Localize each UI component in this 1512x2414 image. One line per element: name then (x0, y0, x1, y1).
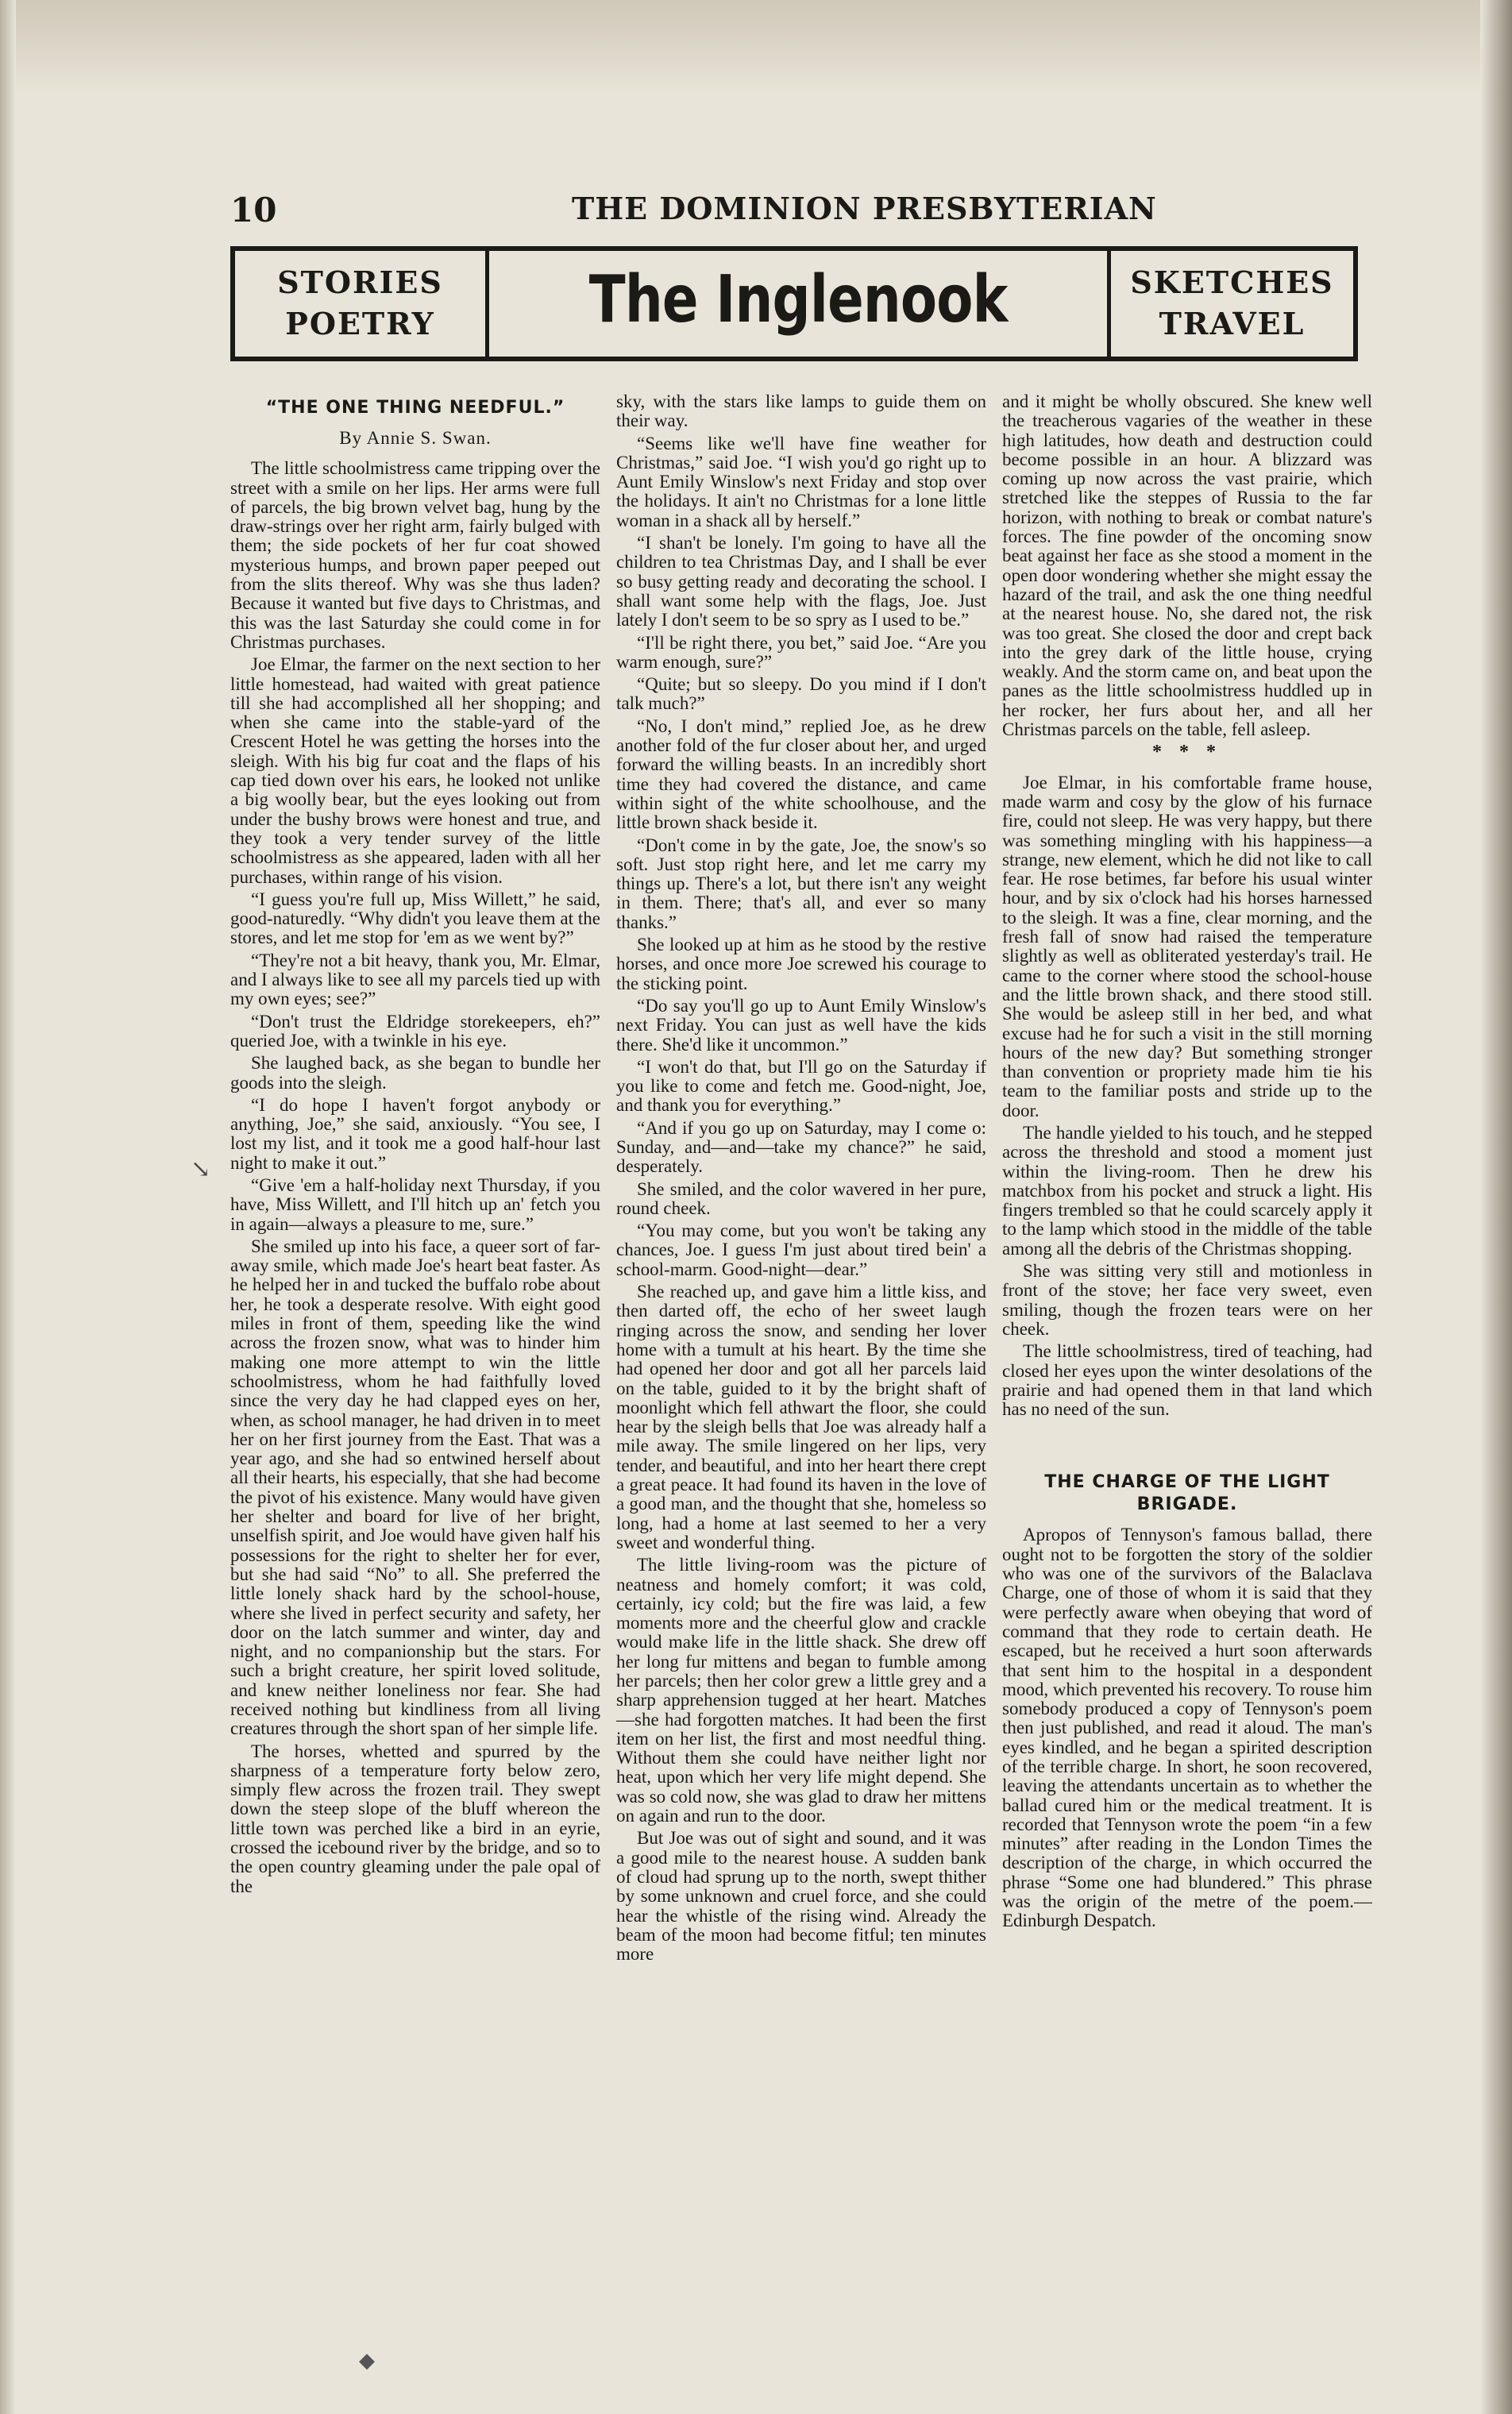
paragraph: sky, with the stars like lamps to guide them on their way. (616, 392, 986, 431)
paragraph: The little schoolmistress came tripping over the street with a smile on her lips. Her arms were full of parcels, the big brown velvet bag, hung by the draw-strings over her right arm, fairly bulged with them; the side pockets of her fur coat showed mysterious humps, and brown paper peeped out from the slits thereof. Why was she thus laden? Because it wanted but five days to Christmas, and this was the last Saturday she could come in for Christmas purchases. (230, 458, 600, 652)
banner-center-box (489, 251, 1107, 357)
story-title: “THE ONE THING NEEDFUL.” (265, 398, 565, 418)
paragraph: “Don't come in by the gate, Joe, the snow's so soft. Just stop right here, and let me carry my things up. There's a lot, but there isn't any weight in them. There; that's all, and ever so many thanks.” (616, 835, 986, 932)
page-edge-right (1480, 0, 1512, 2414)
paragraph: “No, I don't mind,” replied Joe, as he drew another fold of the fur closer about her, and urged forward the willing beasts. In an incredibly short time they had covered the distance, and came within sight of the white schoolhouse, and the little brown shack beside it. (616, 715, 986, 833)
paragraph: “You may come, but you won't be taking any chances, Joe. I guess I'm just about tired bein' a school-marm. Good-night—dear.” (616, 1220, 986, 1279)
paragraph: She looked up at him as he stood by the restive horses, and once more Joe screwed his courage to the sticking point. (616, 935, 986, 993)
paragraph: “I'll be right there, you bet,” said Joe. “Are you warm enough, sure?” (616, 632, 986, 672)
banner-poetry: POETRY (285, 306, 435, 341)
spacer (1002, 1422, 1372, 1467)
section-banner (230, 246, 1358, 361)
paragraph: She laughed back, as she began to bundle her goods into the sleigh. (230, 1053, 600, 1093)
paragraph: Apropos of Tennyson's famous ballad, there ought not to be forgotten the story of the soldier who was one of the survivors of the Balaclava Charge, one of those of whom it is said that they were perfectly aware when obeying that word of command that they rode to certain death. He escaped, but he received a hurt soon afterwards that sent him to the hospital in a despondent mood, which prevented his recovery. To rouse him somebody produced a copy of Tennyson's poem then just published, and read it aloud. The man's eyes kindled, and he began a spirited description of the terrible charge. In short, he soon recovered, leaving the attendants uncertain as to whether the ballad cured him or the medical treatment. It is recorded that Tennyson wrote the poem “in a few minutes” after reading in the London Times the description of the charge, in which occurred the phrase “Some one had blundered.” This phrase was the origin of the metre of the poem.—Edinburgh Despatch. (1002, 1525, 1372, 1931)
paragraph: “I won't do that, but I'll go on the Saturday if you like to come and fetch me. Good-night, Joe, and thank you for everything.” (616, 1056, 986, 1116)
publication-title: THE DOMINION PRESBYTERIAN (572, 191, 1157, 226)
paragraph: But Joe was out of sight and sound, and it was a good mile to the nearest house. A sudden bank of cloud had sprung up to the north, swept thither by some unknown and cruel force, and she could hear the whistle of the rising wind. Already the beam of the moon had become fitful; ten minutes more (616, 1828, 986, 1965)
paragraph: The little schoolmistress, tired of teaching, had closed her eyes upon the winter desolations of the prairie and had opened them in that land which has no need of the sun. (1002, 1341, 1372, 1420)
paragraph: “Do say you'll go up to Aunt Emily Winslow's next Friday. You can just as well have the kids there. She'd like it uncommon.” (616, 995, 986, 1055)
paragraph: “They're not a bit heavy, thank you, Mr. Elmar, and I always like to see all my parcels tied up with my own eyes; see?” (230, 950, 600, 1009)
page-edge-left (0, 0, 16, 2414)
section-title: The Inglenook (588, 262, 1008, 337)
paragraph: She smiled up into his face, a queer sort of far-away smile, which made Joe's heart beat faster. As he helped her in and tucked the buffalo robe about her, he took a desperate resolve. With eight good miles in front of them, speeding like the wind across the frozen snow, what was to hinder him making one more attempt to win the little schoolmistress, whom he had faithfully loved since the very day he had clapped eyes on her, when, as school manager, he had driven in to meet her on her first journey from the East. That was a year ago, and she had so entwined herself about all their hearts, his especially, that she had become the pivot of his existence. Many would have given her shelter and board for live of her bright, unselfish spirit, and Joe would have given half his possessions for the right to shelter her for ever, but she had said “No” to all. She preferred the little lonely shack hard by the school-house, where she lived in perfect security and safety, her door on the latch summer and winter, day and night, and no companionship but the stars. For such a bright creature, her spirit loved solitude, and knew neither loneliness nor fear. She had received nothing but kindliness from all living creatures through the short span of her simple life. (230, 1236, 600, 1739)
paragraph: “I guess you're full up, Miss Willett,” he said, good-naturedly. “Why didn't you leave them at the stores, and let me stop for 'em as we went by?” (230, 889, 600, 948)
paragraph: Joe Elmar, in his comfortable frame house, made warm and cosy by the glow of his furnace fire, could not sleep. He was very happy, but there was something mingling with his happiness—a strange, new element, which he did not like to call fear. He rose betimes, far before his usual winter hour, and by six o'clock had his horses harnessed to the sleigh. It was a fine, clear morning, and the fresh fall of snow had raised the temperature slightly as well as obliterated yesterday's trail. He came to the corner where stood the school-house and the little brown shack, and there stood still. She would be asleep still in her bed, and what excuse had he for such a visit in the still morning hours of the new day? But something stronger than convention or propriety made him tie his team to the familiar posts and stride up to the door. (1002, 772, 1372, 1120)
paragraph: “I shan't be lonely. I'm going to have all the children to tea Christmas Day, and I shall be ever so busy getting ready and decorating the school. I shall want some help with the flags, Joe. Just lately I don't seem to be so spry as I used to be.” (616, 533, 986, 630)
print-smudge-mark: ◆ (359, 2349, 375, 2373)
paragraph: “Give 'em a half-holiday next Thursday, if you have, Miss Willett, and I'll hitch up an' fetch you in again—always a pleasure to me, sure.” (230, 1174, 600, 1234)
paragraph: “Quite; but so sleepy. Do you mind if I don't talk much?” (616, 674, 986, 714)
running-header (230, 191, 1374, 238)
paragraph: “And if you go up on Saturday, may I come o: Sunday, and—and—take my chance?” he said, desperately. (616, 1117, 986, 1177)
paragraph: The horses, whetted and spurred by the sharpness of a temperature forty below zero, simply flew across the frozen trail. They swept down the steep slope of the bluff whereon the little town was perched like a bird in an eyrie, crossed the icebound river by the bridge, and so to the open country gleaming under the pale opal of the (230, 1741, 600, 1896)
paragraph: She smiled, and the color wavered in her pure, round cheek. (616, 1178, 986, 1218)
story-title: THE CHARGE OF THE LIGHT BRIGADE. (1044, 1472, 1330, 1515)
banner-sketches: SKETCHES (1130, 264, 1334, 300)
paragraph: “Seems like we'll have fine weather for Christmas,” said Joe. “I wish you'd go right up to Aunt Emily Winslow's next Friday and stop over the holidays. It ain't no Christmas for a lone little woman in a shack all by herself.” (616, 433, 986, 530)
column-2 (616, 392, 986, 2242)
paragraph: She reached up, and gave him a little kiss, and then darted off, the echo of her sweet laugh ringing across the snow, and sending her lover home with a tumult at his heart. By the time she had opened her door and got all her parcels laid on the table, guided to it by the bright shaft of moonlight which fell athwart the floor, she could hear by the sleigh bells that Joe was already half a mile away. The smile lingered on her lips, very tender, and beautiful, and into her heart there crept a great peace. It had found its haven in the love of a good man, and the thought that she, homeless so long, had a home at last seemed to her a very sweet and wonderful thing. (616, 1282, 986, 1552)
page-number: 10 (230, 191, 277, 229)
banner-right-box (1107, 251, 1353, 357)
paragraph: “I do hope I haven't forgot anybody or anything, Joe,” she said, anxiously. “You see, I lost my list, and it took me a good half-hour last night to make it out.” (230, 1094, 600, 1173)
section-separator: * * * (1152, 742, 1222, 763)
story-byline: By Annie S. Swan. (339, 428, 492, 448)
column-1 (230, 392, 600, 2242)
page-edge-top (0, 0, 1512, 95)
banner-travel: TRAVEL (1159, 306, 1306, 341)
paragraph: “Don't trust the Eldridge storekeepers, eh?” queried Joe, with a twinkle in his eye. (230, 1011, 600, 1051)
paragraph: and it might be wholly obscured. She knew well the treacherous vagaries of the weather in these high latitudes, how death and destruction could become possible in an hour. A blizzard was coming up now across the vast prairie, which stretched like the steppes of Russia to the far horizon, with nothing to break or combat nature's forces. The fine powder of the oncoming snow beat against her face as she stood a moment in the open door wondering whether she might essay the hazard of the trail, and ask the one thing needful at the nearest house. No, she dared not, the risk was too great. She closed the door and crept back into the grey dark of the little house, crying weakly. And the storm came on, and beat upon the panes as the little schoolmistress huddled up in her rocker, her furs about her, and all her Christmas parcels on the table, fell asleep. (1002, 392, 1372, 740)
banner-stories: STORIES (277, 264, 443, 300)
margin-arrow-mark: ↘ (191, 1155, 211, 1183)
paragraph: Joe Elmar, the farmer on the next section to her little homestead, had waited with great patience till she had accomplished all her shopping; and when she came into the stable-yard of the Crescent Hotel he was getting the horses into the sleigh. With his big fur coat and the flaps of his cap tied down over his ears, he looked not unlike a big woolly bear, but the eyes looking out from under the bushy brows were honest and true, and they took a very tender survey of the little schoolmistress as she appeared, laden with all her purchases, within range of his vision. (230, 654, 600, 887)
paragraph: She was sitting very still and motionless in front of the stove; her face very sweet, even smiling, though the frozen tears were on her cheek. (1002, 1261, 1372, 1339)
column-3 (1002, 392, 1372, 2242)
paragraph: The little living-room was the picture of neatness and homely comfort; it was cold, certainly, icy cold; but the fire was laid, a few moments more and the cheerful glow and crackle would make life in the little shack. She drew off her long fur mittens and began to fumble among her parcels; then her color grew a little grey and a sharp apprehension tugged at her heart. Matches—she had forgotten matches. It had been the first item on her list, the first and most needful thing. Without them she could have neither light nor heat, upon which her very life might depend. She was so cold now, she was glad to draw her mittens on again and run to the door. (616, 1555, 986, 1826)
banner-left-box (235, 251, 489, 357)
paragraph: The handle yielded to his touch, and he stepped across the threshold and stood a moment just within the living-room. Then he drew his matchbox from his pocket and struck a light. His fingers trembled so that he could scarcely apply it to the lamp which stood in the middle of the table among all the debris of the Christmas shopping. (1002, 1122, 1372, 1259)
